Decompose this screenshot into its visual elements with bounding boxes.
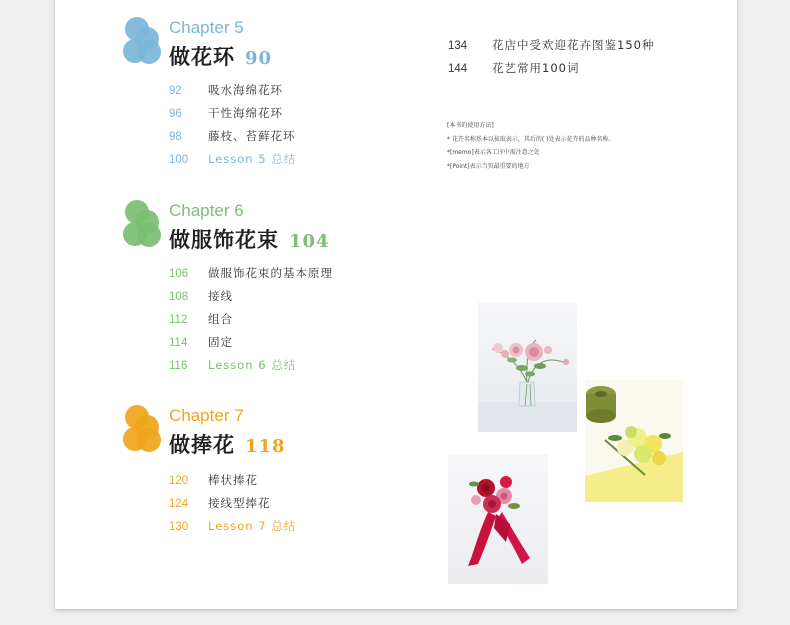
toc-page-number: 124 <box>169 498 189 510</box>
toc-entry[interactable] <box>169 285 333 308</box>
chapter-5-label: Chapter 5 <box>169 18 244 37</box>
usage-note: *[memo]表示各工序中需注意之处 <box>447 149 540 156</box>
usage-note: * 花卉名称基本以拔取表示，其后的( )处表示花卉的品种名称。 <box>447 135 615 143</box>
toc-page-number: 112 <box>169 314 188 326</box>
vase-of-pink-roses-photo <box>478 302 577 432</box>
toc-page-number: 96 <box>169 108 182 120</box>
toc-page-number: 108 <box>169 291 189 303</box>
toc-entry-text: 藤枝、苔藓花环 <box>208 129 296 143</box>
usage-note: *[Point]表示当页最重要的地方 <box>447 162 530 170</box>
chapter-5-title <box>169 41 272 71</box>
toc-entry[interactable] <box>169 102 296 125</box>
toc-entry[interactable] <box>169 125 296 148</box>
toc-entry-text: 吸水海绵花环 <box>208 83 283 97</box>
chapter-5-bubble-icon <box>121 17 163 67</box>
toc-entry[interactable] <box>169 331 333 354</box>
toc-entry-lesson[interactable] <box>169 148 296 171</box>
toc-entry-text: 棒状捧花 <box>208 473 258 487</box>
toc-page-number: 106 <box>169 268 189 280</box>
chapter-5-entries <box>169 79 296 171</box>
toc-page-number: 120 <box>169 475 189 487</box>
chapter-7-page: 118 <box>245 436 286 457</box>
usage-notes <box>447 119 615 173</box>
toc-entry-text: 固定 <box>208 335 233 349</box>
toc-page-number: 92 <box>169 85 182 97</box>
chapter-5-title-text: 做花环 <box>169 44 235 69</box>
toc-entry[interactable] <box>169 262 333 285</box>
toc-entry-text: 干性海绵花环 <box>208 106 283 120</box>
toc-entry[interactable] <box>169 492 296 515</box>
appendix-entries <box>448 34 654 80</box>
toc-entry[interactable] <box>169 308 333 331</box>
chapter-6-bubble-icon <box>121 200 163 250</box>
chapter-7-entries <box>169 469 296 538</box>
toc-entry-lesson[interactable] <box>169 354 333 377</box>
toc-entry-lesson[interactable] <box>169 515 296 538</box>
chapter-6-page: 104 <box>289 231 330 252</box>
book-page <box>55 0 737 609</box>
toc-entry[interactable] <box>448 57 654 80</box>
usage-notes-heading: [本书的使用方法] <box>447 122 494 129</box>
chapter-6-title <box>169 224 330 254</box>
toc-entry-text: 组合 <box>208 312 233 326</box>
toc-entry-text: Lesson 5 总结 <box>208 152 297 166</box>
toc-entry[interactable] <box>169 469 296 492</box>
toc-page-number: 130 <box>169 521 189 533</box>
chapter-7-title <box>169 429 286 459</box>
toc-entry[interactable] <box>448 34 654 57</box>
red-rose-corsage-with-ribbon-photo <box>448 454 548 584</box>
toc-entry-text: 接线型捧花 <box>208 496 271 510</box>
toc-entry[interactable] <box>169 79 296 102</box>
chapter-5-page: 90 <box>245 48 273 69</box>
toc-entry-text: Lesson 7 总结 <box>208 519 297 533</box>
chapter-7-bubble-icon <box>121 405 163 455</box>
chapter-6-entries <box>169 262 333 377</box>
chapter-6-title-text: 做服饰花束 <box>169 227 279 252</box>
toc-page-number: 134 <box>448 40 468 52</box>
chapter-7-label: Chapter 7 <box>169 406 244 425</box>
toc-page-number: 114 <box>169 337 188 349</box>
toc-page-number: 100 <box>169 154 189 166</box>
toc-entry-text: 花店中受欢迎花卉图鉴150种 <box>492 38 655 52</box>
chapter-6-label: Chapter 6 <box>169 201 244 220</box>
toc-page-number: 144 <box>448 63 468 75</box>
yellow-bouquet-with-twine-photo <box>585 380 683 502</box>
toc-entry-text: 做服饰花束的基本原理 <box>208 266 333 280</box>
toc-entry-text: 接线 <box>208 289 233 303</box>
toc-page-number: 98 <box>169 131 182 143</box>
toc-entry-text: Lesson 6 总结 <box>208 358 297 372</box>
toc-page-number: 116 <box>169 360 188 372</box>
toc-entry-text: 花艺常用100词 <box>492 61 580 75</box>
chapter-7-title-text: 做捧花 <box>169 432 235 457</box>
